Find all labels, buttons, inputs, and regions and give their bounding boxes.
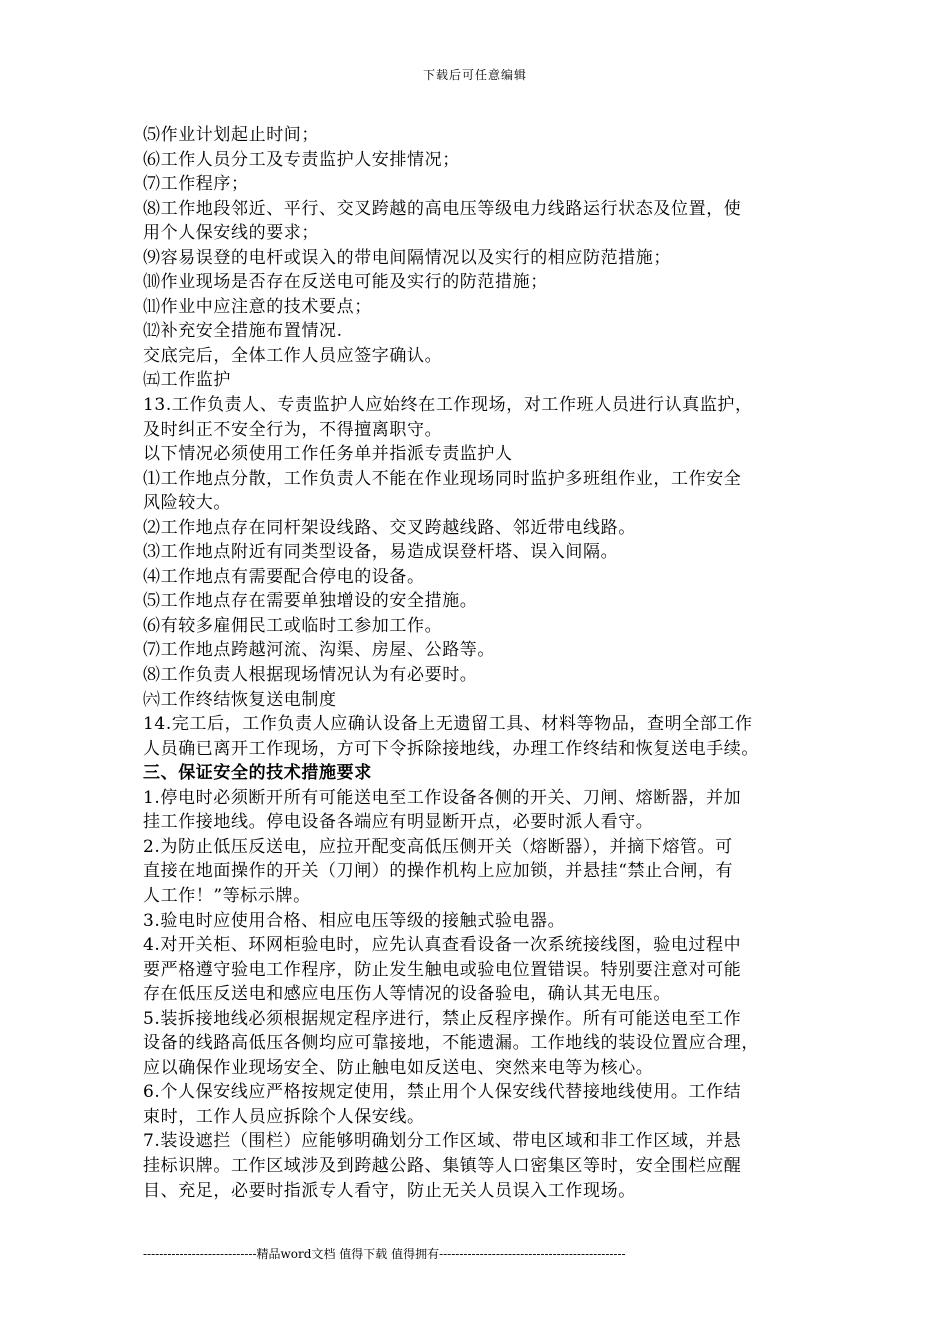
text-line: 1.停电时必须断开所有可能送电至工作设备各侧的开关、刀闸、熔断器，并加	[143, 787, 742, 808]
page-header: 下载后可任意编辑	[422, 68, 527, 82]
text-line: 4.对开关柜、环网柜验电时，应先认真查看设备一次系统接线图，验电过程中	[143, 935, 742, 956]
text-line: ⑿补充安全措施布置情况.	[143, 321, 343, 342]
text-line: 束时，工作人员应拆除个人保安线。	[143, 1106, 425, 1127]
text-line: 交底完后，全体工作人员应签字确认。	[143, 345, 443, 366]
text-line: 5.装拆接地线必须根据规定程序进行，禁止反程序操作。所有可能送电至工作	[143, 1008, 742, 1029]
document-body	[143, 123, 808, 1203]
text-line: 直接在地面操作的开关（刀闸）的操作机构上应加锁，并悬挂“禁止合闸，有	[143, 861, 734, 882]
section-heading: 三、保证安全的技术措施要求	[143, 763, 372, 784]
section-title: ㈤工作监护	[143, 370, 231, 391]
text-line: ⑸工作地点存在需要单独增设的安全措施。	[143, 591, 478, 612]
text-line: ⑸作业计划起止时间；	[143, 125, 319, 145]
text-line: 挂工作接地线。停电设备各端应有明显断开点，必要时派人看守。	[143, 812, 654, 833]
text-line: ⑽作业现场是否存在反送电可能及实行的防范措施；	[143, 272, 548, 293]
text-line: 用个人保安线的要求；	[143, 223, 319, 244]
text-line: ⑻工作地段邻近、平行、交叉跨越的高电压等级电力线路运行状态及位置，使	[143, 198, 742, 219]
text-line: 人员确已离开工作现场，方可下令拆除接地线，办理工作终结和恢复送电手续。	[143, 738, 759, 759]
page-footer: ----------------------------精品word文档 值得下载 值得拥有----------------------------------------------	[143, 1247, 626, 1261]
text-line: 要严格遵守验电工作程序，防止发生触电或验电位置错误。特别要注意对可能	[143, 959, 742, 980]
text-line: 设备的线路高低压各侧均应可靠接地，不能遗漏。工作地线的装设位置应合理，	[143, 1033, 759, 1054]
text-line: 以下情况必须使用工作任务单并指派专责监护人	[143, 444, 513, 465]
text-line: ⑺工作地点跨越河流、沟渠、房屋、公路等。	[143, 640, 495, 661]
text-line: ⑹有较多雇佣民工或临时工参加工作。	[143, 615, 443, 636]
text-line: 人工作！”等标示牌。	[143, 885, 311, 906]
text-line: ⑾作业中应注意的技术要点；	[143, 296, 372, 317]
text-line: 6.个人保安线应严格按规定使用，禁止用个人保安线代替接地线使用。工作结	[143, 1082, 742, 1103]
text-line: ⑹工作人员分工及专责监护人安排情况；	[143, 149, 460, 170]
text-line: ⑶工作地点附近有同类型设备，易造成误登杆塔、误入间隔。	[143, 542, 619, 563]
text-line: ⑼容易误登的电杆或误入的带电间隔情况以及实行的相应防范措施；	[143, 247, 671, 268]
section-title: ㈥工作终结恢复送电制度	[143, 689, 337, 710]
text-line: 14.完工后，工作负责人应确认设备上无遗留工具、材料等物品，查明全部工作	[143, 714, 753, 735]
text-line: 及时纠正不安全行为，不得擅离职守。	[143, 419, 443, 440]
text-line: 风险较大。	[143, 493, 231, 514]
text-line: 3.验电时应使用合格、相应电压等级的接触式验电器。	[143, 910, 566, 931]
text-line: 13.工作负责人、专责监护人应始终在工作现场，对工作班人员进行认真监护，	[143, 395, 753, 416]
text-line: 存在低压反送电和感应电压伤人等情况的设备验电，确认其无电压。	[143, 984, 671, 1005]
text-line: 应以确保作业现场安全、防止触电如反送电、突然来电等为核心。	[143, 1057, 654, 1078]
text-line: 挂标识牌。工作区域涉及到跨越公路、集镇等人口密集区等时，安全围栏应醒	[143, 1155, 742, 1176]
text-line: 7.装设遮拦（围栏）应能够明确划分工作区域、带电区域和非工作区域，并悬	[143, 1131, 742, 1152]
text-line: ⑺工作程序；	[143, 174, 249, 195]
text-line: ⑷工作地点有需要配合停电的设备。	[143, 566, 425, 587]
text-line: ⑵工作地点存在同杆架设线路、交叉跨越线路、邻近带电线路。	[143, 517, 636, 538]
text-line: 2.为防止低压反送电，应拉开配变高低压侧开关（熔断器），并摘下熔管。可	[143, 836, 733, 857]
text-line: 目、充足，必要时指派专人看守，防止无关人员误入工作现场。	[143, 1180, 636, 1201]
text-line: ⑻工作负责人根据现场情况认为有必要时。	[143, 665, 478, 686]
text-line: ⑴工作地点分散，工作负责人不能在作业现场同时监护多班组作业，工作安全	[143, 468, 742, 489]
